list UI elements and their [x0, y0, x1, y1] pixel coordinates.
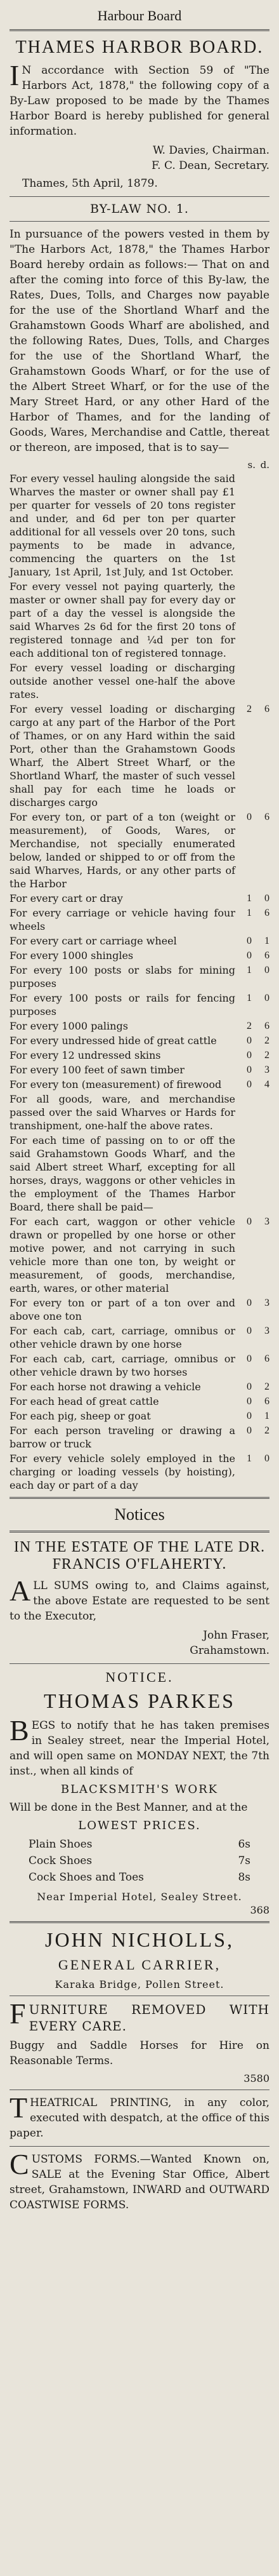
rate-pence: 2	[264, 1381, 269, 1392]
rate-row	[10, 1352, 269, 1379]
price-label: Cock Shoes and Toes	[29, 1871, 144, 1884]
rate-text: For every 100 feet of sawn timber	[10, 1064, 185, 1076]
price-row	[29, 1869, 250, 1886]
rate-text: For every vehicle solely employed in the charging or loading vessels (by hoisting), each day or part of a day	[10, 1452, 235, 1491]
rate-amount	[238, 963, 269, 977]
rate-amount	[238, 949, 269, 962]
shillings-label: s.	[247, 459, 256, 471]
rate-shillings: 0	[247, 1216, 252, 1227]
estate-text: LL SUMS owing to, and Claims against, the above Estate are requested to be sent to the Executor,	[10, 1580, 269, 1623]
rate-text: For every cart or dray	[10, 892, 123, 904]
rate-row	[10, 1380, 269, 1393]
rate-text: For every ton, or part of a ton (weight or measurement), of Goods, Wares, or Merchandise, not specially enumerated below, landed or shipped to or off from the said Wharves, Hards, or any other parts of the Harbor	[10, 811, 235, 890]
rate-row	[10, 1215, 269, 1295]
carrier-trade: GENERAL CARRIER,	[58, 1957, 221, 1973]
parkes-paragraph	[10, 1714, 269, 1779]
rate-row	[10, 1034, 269, 1047]
rate-row	[10, 1049, 269, 1062]
rate-amount	[238, 1034, 269, 1047]
rate-row	[10, 1063, 269, 1077]
price-row	[29, 1853, 250, 1869]
rate-pence: 6	[264, 1021, 269, 1031]
rate-shillings: 2	[247, 704, 252, 714]
parkes-text2: Will be done in the Best Manner, and at the	[10, 1801, 248, 1814]
rate-pence: 3	[264, 1064, 269, 1075]
rate-shillings: 0	[247, 1050, 252, 1061]
rate-pence: 3	[264, 1216, 269, 1227]
rate-row	[10, 702, 269, 809]
customs-paragraph	[10, 2148, 269, 2213]
rate-text: For each pig, sheep or goat	[10, 1410, 151, 1422]
buggy-text: Buggy and Saddle Horses for Hire on Reasonable Terms.	[10, 2039, 269, 2067]
rate-row	[10, 1019, 269, 1033]
rate-pence: 2	[264, 1425, 269, 1436]
rate-pence: 2	[264, 1050, 269, 1061]
rate-shillings: 1	[247, 908, 252, 918]
rate-pence: 6	[264, 950, 269, 961]
price-label: Plain Shoes	[29, 1838, 93, 1851]
rate-row	[10, 991, 269, 1018]
rate-shillings: 0	[247, 950, 252, 961]
rate-row	[10, 963, 269, 990]
bylaw-preamble: In pursuance of the powers vested in them by "The Harbors Act, 1878," the Thames Harbor Board hereby ordain as follows:— That on and after the coming into force of this By-law, the Rates, Dues, Tolls, and Charges now payable for the use of the Shortland Wharf and the Grahamstown Goods Wharf are abolished, and the following Rates, Dues, Tolls, and Charges for the use of the Shortland Wharf, the Grahamstown Goods Wharf, or for the use of the Albert Street Wharf, or for the use of the Mary Street Hard, or any other Hard of the Harbor of Thames, and for the landing of Goods, Wares, Merchandise and Cattle, thereat or thereon, are imposed, that is to say—	[10, 228, 269, 454]
rate-amount	[238, 934, 269, 948]
intro-text: N accordance with Section 59 of "The Harbors Act, 1878," the following copy of a By-Law proposed to be made by the Thames Harbor Board is hereby published for general information.	[10, 64, 269, 138]
rate-row	[10, 1424, 269, 1451]
divider	[10, 29, 269, 31]
ad-number: 368	[250, 1904, 269, 1916]
rate-row	[10, 580, 269, 660]
rate-pence: 6	[264, 1396, 269, 1407]
signer-chairman: W. Davies, Chairman.	[153, 144, 269, 157]
rate-text: For each head of great cattle	[10, 1395, 159, 1407]
rate-shillings: 0	[247, 1325, 252, 1336]
rate-text: For every undressed hide of great cattle	[10, 1035, 217, 1047]
rate-text: For every vessel not paying quarterly, the master or owner shall pay for every day or part of a day the vessel is alongside the said Wharves 2s 6d for the first 20 tons of registered tonnage and ¼d per ton for each additional ton of registered tonnage.	[10, 580, 235, 659]
price-list	[10, 1836, 269, 1886]
rate-row	[10, 472, 269, 579]
intro-paragraph	[10, 59, 269, 139]
notice-date: Thames, 5th April, 1879.	[22, 177, 158, 190]
rate-shillings: 0	[247, 1035, 252, 1046]
rate-row	[10, 1078, 269, 1091]
rate-text: For every carriage or vehicle having four wheels	[10, 907, 235, 932]
rate-row	[10, 1324, 269, 1351]
rate-row	[10, 934, 269, 948]
rate-pence: 1	[264, 936, 269, 946]
rate-amount	[238, 892, 269, 905]
rate-pence: 4	[264, 1079, 269, 1090]
rate-amount	[238, 1049, 269, 1062]
rate-shillings: 0	[247, 1079, 252, 1090]
rate-shillings: 1	[247, 893, 252, 904]
rate-pence: 1	[264, 1411, 269, 1421]
divider	[10, 1921, 269, 1923]
rate-shillings: 0	[247, 1298, 252, 1308]
divider	[10, 2146, 269, 2147]
divider	[10, 1663, 269, 1664]
rate-pence: 6	[264, 812, 269, 822]
rate-amount	[238, 1409, 269, 1423]
printing-paragraph	[10, 2091, 269, 2141]
dropcap: F	[10, 1997, 27, 2030]
rate-shillings: 0	[247, 1396, 252, 1407]
rate-text: For every ton or part of a ton over and above one ton	[10, 1297, 235, 1322]
notices-header: Notices	[114, 1505, 165, 1524]
rate-amount	[238, 702, 269, 716]
rate-row	[10, 949, 269, 962]
price-label: Cock Shoes	[29, 1855, 93, 1867]
rate-row	[10, 1134, 269, 1214]
rate-shillings: 1	[247, 993, 252, 1003]
carrier-address: Karaka Bridge, Pollen Street.	[55, 1978, 224, 1990]
parkes-address: Near Imperial Hotel, Sealey Street.	[37, 1891, 242, 1903]
dropcap: C	[10, 2148, 29, 2180]
ad-number: 3580	[243, 2072, 269, 2084]
rate-amount	[238, 1324, 269, 1338]
parkes-text: EGS to notify that he has taken premises in Sealey street, near the Imperial Hotel, and will open same on MONDAY NEXT, the 7th inst., when all kinds of	[10, 1719, 269, 1778]
customs-text: USTOMS FORMS.—Wanted Known on, SALE at the Evening Star Office, Albert street, Grahamstown, INWARD and OUTWARD COASTWISE FORMS.	[10, 2153, 269, 2211]
estate-paragraph	[10, 1574, 269, 1624]
newspaper-column	[10, 0, 269, 2220]
signer-secretary: F. C. Dean, Secretary.	[151, 159, 269, 172]
rate-text: For every 1000 palings	[10, 1020, 128, 1032]
rate-pence: 3	[264, 1298, 269, 1308]
rate-amount	[238, 1019, 269, 1033]
rate-text: For each cab, cart, carriage, omnibus or other vehicle drawn by one horse	[10, 1325, 235, 1350]
rate-amount	[238, 1215, 269, 1228]
rate-text: For every cart or carriage wheel	[10, 935, 177, 947]
price-value: 6s	[238, 1838, 250, 1851]
rate-text: For every 12 undressed skins	[10, 1049, 161, 1061]
rate-shillings: 2	[247, 1021, 252, 1031]
rate-text: For every vessel hauling alongside the said Wharves the master or owner shall pay £1 per quarter for vessels of 20 tons register and under, and 6d per ton per quarter additional for all vessels over 20 tons, such payments to be made in advance, commencing the quarters on the 1st January, 1st April, 1st July, and 1st October.	[10, 473, 235, 578]
dropcap: T	[10, 2091, 28, 2124]
rate-row	[10, 810, 269, 890]
divider	[10, 1497, 269, 1499]
rate-amount	[238, 1078, 269, 1091]
rate-text: For every ton (measurement) of firewood	[10, 1078, 222, 1090]
rate-pence: 0	[264, 993, 269, 1003]
dropcap: I	[10, 59, 20, 91]
rate-shillings: 1	[247, 1453, 252, 1464]
rate-row	[10, 892, 269, 905]
bylaw-title: BY-LAW NO. 1.	[90, 202, 189, 216]
divider	[10, 196, 269, 197]
price-row	[29, 1836, 250, 1853]
dropcap: B	[10, 1714, 29, 1747]
price-value: 7s	[238, 1855, 250, 1867]
printing-text: HEATRICAL PRINTING, in any color, executed with despatch, at the office of this paper.	[10, 2096, 269, 2140]
rate-pence: 0	[264, 893, 269, 904]
rate-text: For each horse not drawing a vehicle	[10, 1381, 201, 1393]
lowest-prices: LOWEST PRICES.	[78, 1819, 201, 1832]
rate-amount	[238, 1063, 269, 1077]
rate-text: For all goods, ware, and merchandise passed over the said Wharves or Hards for transhipment, one-half the above rates.	[10, 1093, 235, 1132]
rate-text: For every vessel loading or discharging cargo at any part of the Harbor of the Port of Thames, or on any Hard within the said Port, other than the Grahamstown Goods Wharf, the Albert Street Wharf, or the Shortland Wharf, the master of such vessel shall pay for each time he loads or discharges cargo	[10, 703, 235, 808]
rate-text: For every 1000 shingles	[10, 949, 134, 962]
rate-text: For each person traveling or drawing a barrow or truck	[10, 1425, 235, 1450]
rate-shillings: 0	[247, 1411, 252, 1421]
divider	[10, 1531, 269, 1533]
rate-amount	[238, 1380, 269, 1393]
rate-text: For every 100 posts or slabs for mining purposes	[10, 964, 235, 989]
rate-text: For every 100 posts or rails for fencing purposes	[10, 992, 235, 1017]
rate-text: For each cab, cart, carriage, omnibus or other vehicle drawn by two horses	[10, 1353, 235, 1378]
price-value: 8s	[238, 1871, 250, 1884]
rate-shillings: 0	[247, 1425, 252, 1436]
carrier-name: JOHN NICHOLLS,	[45, 1928, 234, 1951]
rate-pence: 3	[264, 1325, 269, 1336]
rate-shillings: 0	[247, 1353, 252, 1364]
rate-pence: 0	[264, 965, 269, 976]
rate-row	[10, 1395, 269, 1408]
rate-amount	[238, 1352, 269, 1365]
furniture-text: URNITURE REMOVED WITH EVERY CARE.	[29, 2002, 269, 2034]
rate-pence: 6	[264, 908, 269, 918]
rate-row	[10, 906, 269, 933]
rate-shillings: 0	[247, 1064, 252, 1075]
rates-list	[10, 472, 269, 1492]
rate-shillings: 0	[247, 812, 252, 822]
rate-pence: 0	[264, 1453, 269, 1464]
rate-shillings: 1	[247, 965, 252, 976]
section-header: Harbour Board	[97, 8, 182, 23]
rate-pence: 6	[264, 704, 269, 714]
estate-title: IN THE ESTATE OF THE LATE DR. FRANCIS O'FLAHERTY.	[13, 1539, 266, 1573]
rate-amount	[238, 1452, 269, 1465]
rate-pence: 2	[264, 1035, 269, 1046]
rate-amount	[238, 906, 269, 920]
rate-amount	[238, 1296, 269, 1310]
rate-row	[10, 1452, 269, 1492]
advertiser-name: THOMAS PARKES	[44, 1689, 235, 1712]
rate-shillings: 0	[247, 1381, 252, 1392]
pence-label: d.	[260, 459, 269, 471]
rate-pence: 6	[264, 1353, 269, 1364]
dropcap: A	[10, 1574, 31, 1607]
rate-amount	[238, 1424, 269, 1437]
rate-shillings: 0	[247, 936, 252, 946]
notice-heading: NOTICE.	[105, 1669, 174, 1685]
rate-row	[10, 1092, 269, 1132]
board-title: THAMES HARBOR BOARD.	[15, 37, 264, 57]
rate-text: For each cart, waggon or other vehicle drawn or propelled by one horse or other motive power, and not carrying in such vehicle more than one ton, by weight or measurement, of goods, merchandise, earth, wares, or other material	[10, 1216, 235, 1294]
divider	[10, 221, 269, 222]
estate-place: Grahamstown.	[190, 1644, 269, 1657]
blacksmith-heading: BLACKSMITH'S WORK	[60, 1783, 219, 1796]
rate-amount	[238, 1395, 269, 1408]
rate-text: For every vessel loading or discharging outside another vessel one-half the above rates.	[10, 662, 235, 701]
estate-signer: John Fraser,	[203, 1629, 269, 1642]
rate-row	[10, 1296, 269, 1323]
furniture-paragraph	[10, 1997, 269, 2034]
rate-row	[10, 661, 269, 701]
rate-row	[10, 1409, 269, 1423]
rate-amount	[238, 991, 269, 1005]
currency-header	[10, 459, 269, 471]
rate-amount	[238, 810, 269, 824]
rate-text: For each time of passing on to or off the said Grahamstown Goods Wharf, and the said Albert street Wharf, excepting for all horses, drays, waggons or other vehicles in the employment of the Thames Harbor Board, there shall be paid—	[10, 1134, 235, 1213]
